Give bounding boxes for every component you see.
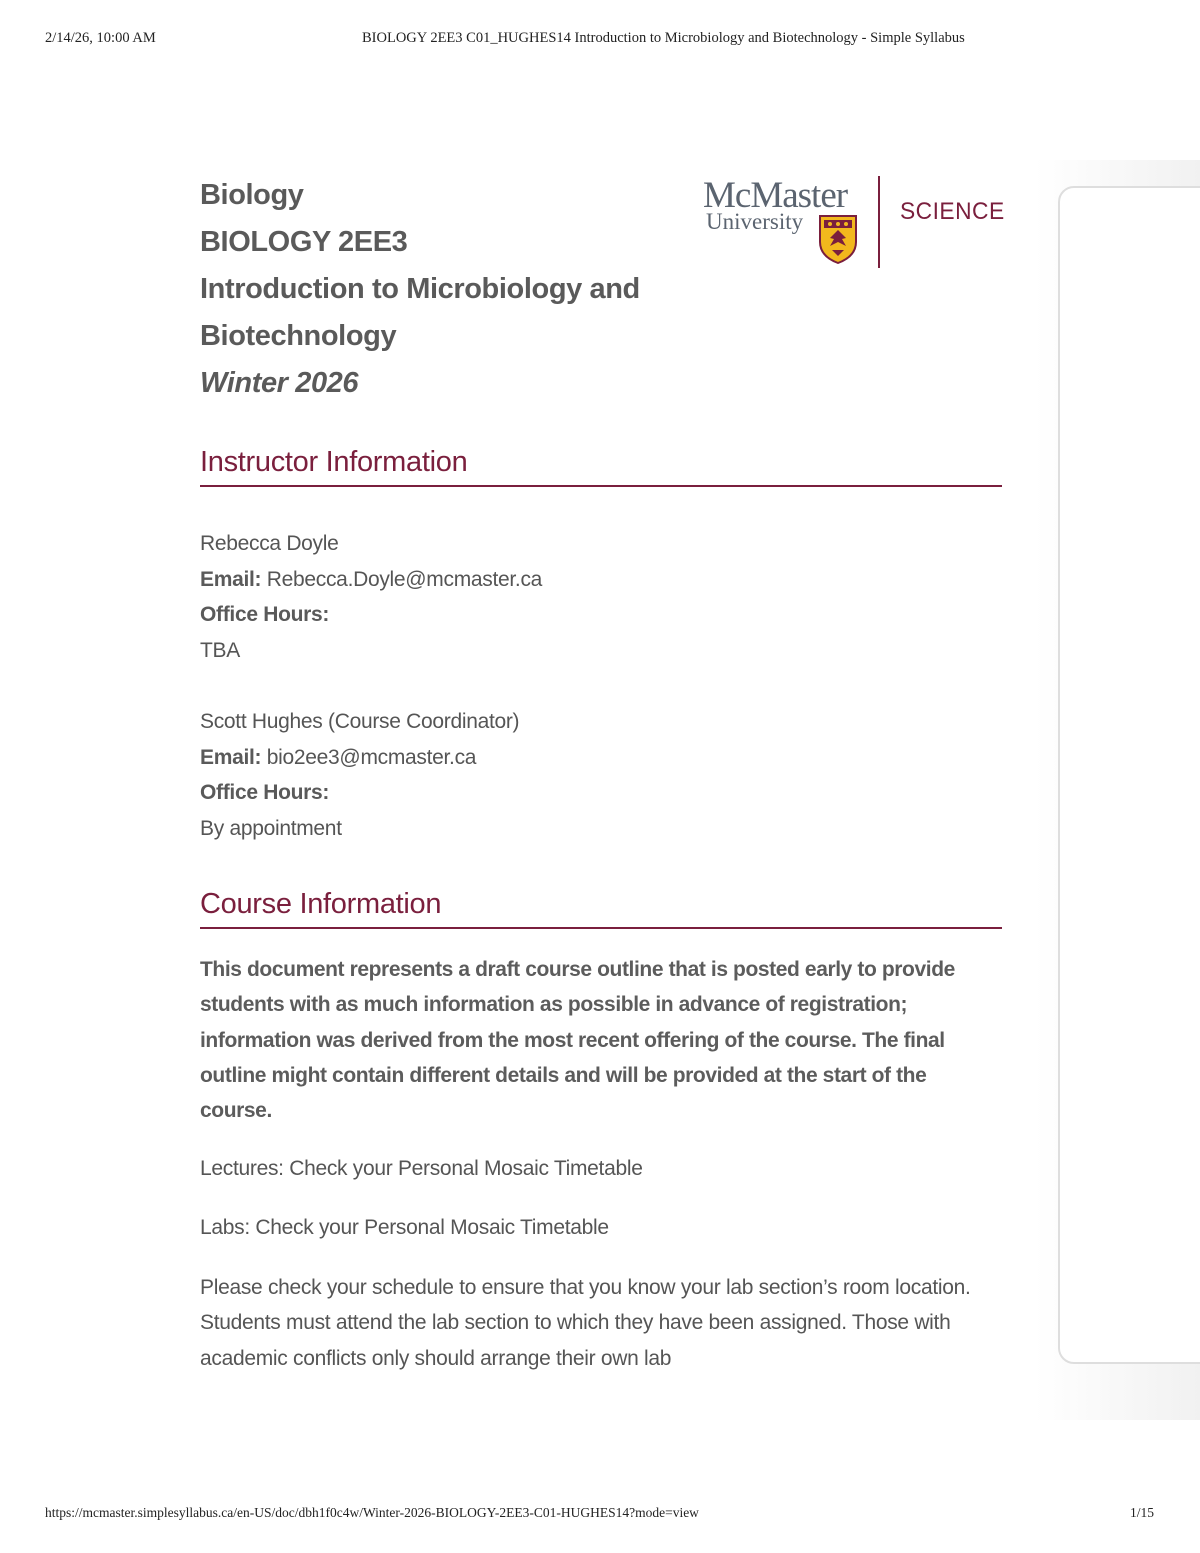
draft-outline-notice: This document represents a draft course outline that is posted early to provide students with as much information as possible in advance of registration; information was derived from the most recent offering of the course. The final outline might contain different details and will be provided at the start of the course.: [200, 958, 955, 1123]
course-department: Biology: [200, 179, 304, 211]
course-title-line-2: Biotechnology: [200, 320, 397, 352]
instructor-name: Scott Hughes (Course Coordinator): [200, 710, 520, 733]
mcmaster-science-logo: [703, 176, 1003, 268]
logo-divider: [878, 176, 880, 268]
email-label: Email:: [200, 745, 262, 769]
side-panel: [1058, 186, 1200, 1364]
course-code: BIOLOGY 2EE3: [200, 226, 408, 258]
instructor-email-link[interactable]: Rebecca.Doyle@mcmaster.ca: [266, 567, 543, 591]
instructor-email-row: [200, 562, 1002, 598]
mcmaster-crest-icon: [818, 214, 858, 264]
instructor-name: Rebecca Doyle: [200, 532, 339, 555]
instructor-email-link[interactable]: bio2ee3@mcmaster.ca: [266, 745, 477, 769]
print-url: https://mcmaster.simplesyllabus.ca/en-US/doc/dbh1f0c4w/Winter-2026-BIOLOGY-2EE3-C01-HUGHES14?mode=view: [45, 1505, 699, 1520]
logo-name: McMaster: [703, 175, 848, 216]
lectures-info: Lectures: Check your Personal Mosaic Timetable: [200, 1157, 643, 1180]
print-header: [0, 30, 1200, 50]
office-hours-label: Office Hours:: [200, 603, 330, 626]
office-hours-label: Office Hours:: [200, 781, 330, 804]
print-page-title: BIOLOGY 2EE3 C01_HUGHES14 Introduction to Microbiology and Biotechnology - Simple Syllabus: [362, 30, 965, 46]
instructor-email-row: [200, 740, 1002, 776]
course-term: Winter 2026: [200, 367, 359, 399]
schedule-note: Please check your schedule to ensure that you know your lab section’s room location. Students must attend the lab section to which they have been assigned. Those with academic conflicts only should arrange their own lab: [200, 1276, 971, 1370]
print-page-number: 1/15: [1129, 1505, 1154, 1520]
office-hours-value: By appointment: [200, 816, 342, 840]
office-hours-value: TBA: [200, 638, 240, 662]
instructor-card: [200, 526, 1002, 668]
course-information-heading: Course Information: [200, 888, 1002, 929]
labs-info: Labs: Check your Personal Mosaic Timetable: [200, 1216, 609, 1239]
logo-faculty: SCIENCE: [900, 198, 1005, 225]
logo-subname: University: [706, 209, 804, 234]
instructor-card: [200, 704, 1002, 846]
instructor-information-heading: Instructor Information: [200, 446, 1002, 487]
course-title-line-1: Introduction to Microbiology and: [200, 273, 640, 305]
email-label: Email:: [200, 567, 262, 591]
print-datetime: 2/14/26, 10:00 AM: [45, 30, 156, 46]
